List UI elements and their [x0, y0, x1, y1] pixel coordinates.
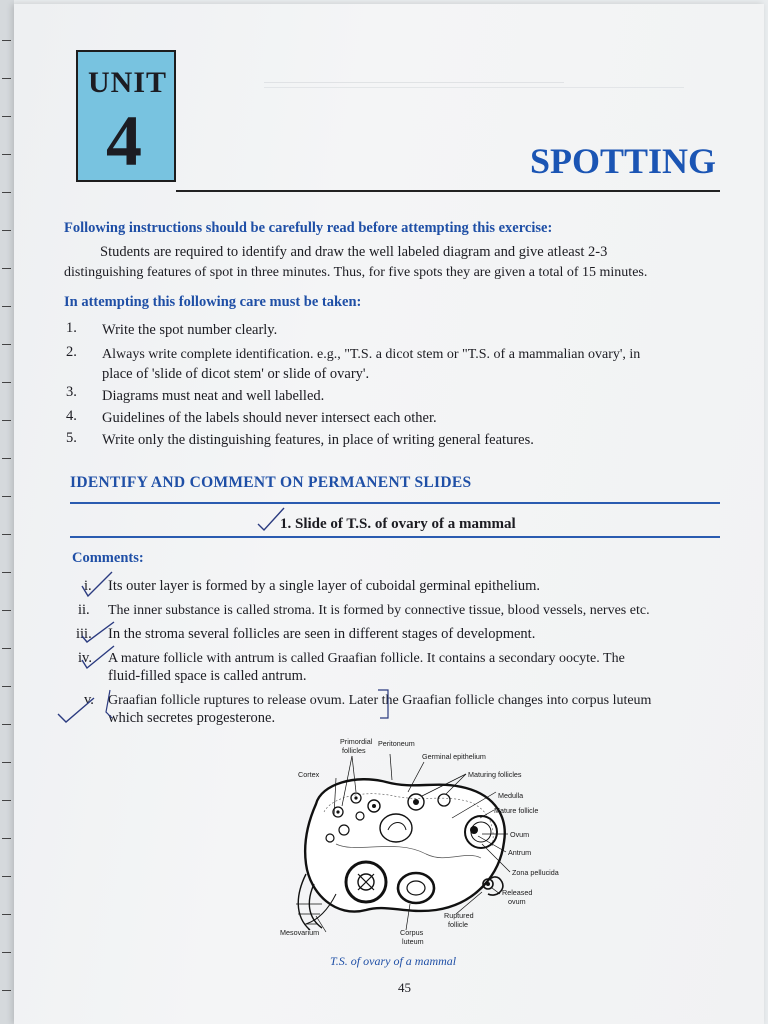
- care-item-text: Diagrams must neat and well labelled.: [102, 388, 325, 404]
- unit-label: UNIT: [88, 66, 168, 99]
- comment-number: ii.: [78, 602, 90, 618]
- comment-text: Its outer layer is formed by a single layer of cuboidal germinal epithelium.: [108, 578, 541, 594]
- section-rule-bottom: [70, 536, 720, 538]
- instructions-paragraph-line-1: Students are required to identify and draw the well labeled diagram and give atleast 2-3: [100, 244, 608, 260]
- comments-heading: Comments:: [72, 550, 144, 566]
- bleed-through-line: [264, 68, 564, 83]
- care-item-text: Write only the distinguishing features, in place of writing general features.: [102, 432, 534, 448]
- comment-number: iv.: [78, 650, 92, 666]
- comment-text: The inner substance is called stroma. It is formed by connective tissue, blood vessels, nerves etc.: [108, 603, 650, 618]
- page-number: 45: [398, 980, 411, 995]
- comment-text: In the stroma several follicles are seen in different stages of development.: [108, 626, 536, 642]
- care-item-text: Always write complete identification. e.g., "T.S. a dicot stem or "T.S. of a mammalian ovary', in: [102, 347, 641, 362]
- label-ovum: Ovum: [510, 830, 530, 839]
- comment-number: v.: [84, 692, 94, 708]
- comment-text: Graafian follicle ruptures to release ovum. Later the Graafian follicle changes into corpus luteum: [108, 693, 652, 708]
- bleed-through-line: [264, 86, 684, 88]
- label-germinal-epithelium: Germinal epithelium: [422, 752, 486, 761]
- label-mature-follicle: Mature follicle: [494, 806, 539, 815]
- care-heading: In attempting this following care must be taken:: [64, 294, 362, 310]
- pen-bracket-mark: [374, 688, 394, 722]
- pen-tick-heading: [244, 504, 294, 534]
- section-heading: IDENTIFY AND COMMENT ON PERMANENT SLIDES: [70, 474, 472, 491]
- ovary-diagram: [276, 734, 576, 949]
- label-released-ovum: ovum: [508, 897, 526, 906]
- label-antrum: Antrum: [508, 848, 532, 857]
- care-item-text-continued: place of 'slide of dicot stem' or slide of ovary'.: [102, 366, 370, 382]
- unit-badge: [76, 50, 176, 182]
- comment-text-continued: which secretes progesterone.: [108, 710, 276, 726]
- label-cortex: Cortex: [298, 770, 320, 779]
- title-divider: [176, 190, 720, 192]
- care-item-number: 3.: [66, 384, 77, 400]
- care-item-number: 1.: [66, 320, 77, 336]
- label-corpus: Corpus: [400, 928, 424, 937]
- notebook-binding: [0, 0, 14, 1024]
- comment-text: A mature follicle with antrum is called Graafian follicle. It contains a secondary oocyte. The: [108, 651, 625, 666]
- label-ruptured: Ruptured: [444, 911, 474, 920]
- label-ruptured-follicle: follicle: [448, 920, 468, 929]
- diagram-caption: T.S. of ovary of a mammal: [330, 954, 457, 968]
- label-maturing-follicles: Maturing follicles: [468, 770, 522, 779]
- comment-text-continued: fluid-filled space is called antrum.: [108, 668, 307, 684]
- unit-number: 4: [106, 101, 142, 181]
- care-item-number: 2.: [66, 344, 77, 360]
- care-item-number: 5.: [66, 430, 77, 446]
- slide-heading: 1. Slide of T.S. of ovary of a mammal: [280, 516, 516, 532]
- comment-number: iii.: [76, 626, 92, 642]
- care-item-text: Guidelines of the labels should never intersect each other.: [102, 410, 437, 426]
- pen-tick-marks: [54, 564, 134, 734]
- instructions-paragraph-line-2: distinguishing features of spot in three minutes. Thus, for five spots they are given a total of 15 minutes.: [64, 265, 648, 280]
- label-peritoneum: Peritoneum: [378, 739, 415, 748]
- label-medulla: Medulla: [498, 791, 524, 800]
- label-primordial: Primordial: [340, 737, 373, 746]
- comment-number: i.: [84, 578, 92, 594]
- label-follicles: follicles: [342, 746, 366, 755]
- section-rule-top: [70, 502, 720, 504]
- label-released: Released: [502, 888, 533, 897]
- book-page: [14, 4, 764, 1024]
- care-item-text: Write the spot number clearly.: [102, 322, 278, 338]
- care-item-number: 4.: [66, 408, 77, 424]
- label-mesovarium: Mesovarium: [280, 928, 320, 937]
- chapter-title: SPOTTING: [529, 141, 716, 181]
- instructions-heading: Following instructions should be carefully read before attempting this exercise:: [64, 220, 553, 236]
- label-zona-pellucida: Zona pellucida: [512, 868, 559, 877]
- label-corpus-luteum: luteum: [402, 937, 424, 946]
